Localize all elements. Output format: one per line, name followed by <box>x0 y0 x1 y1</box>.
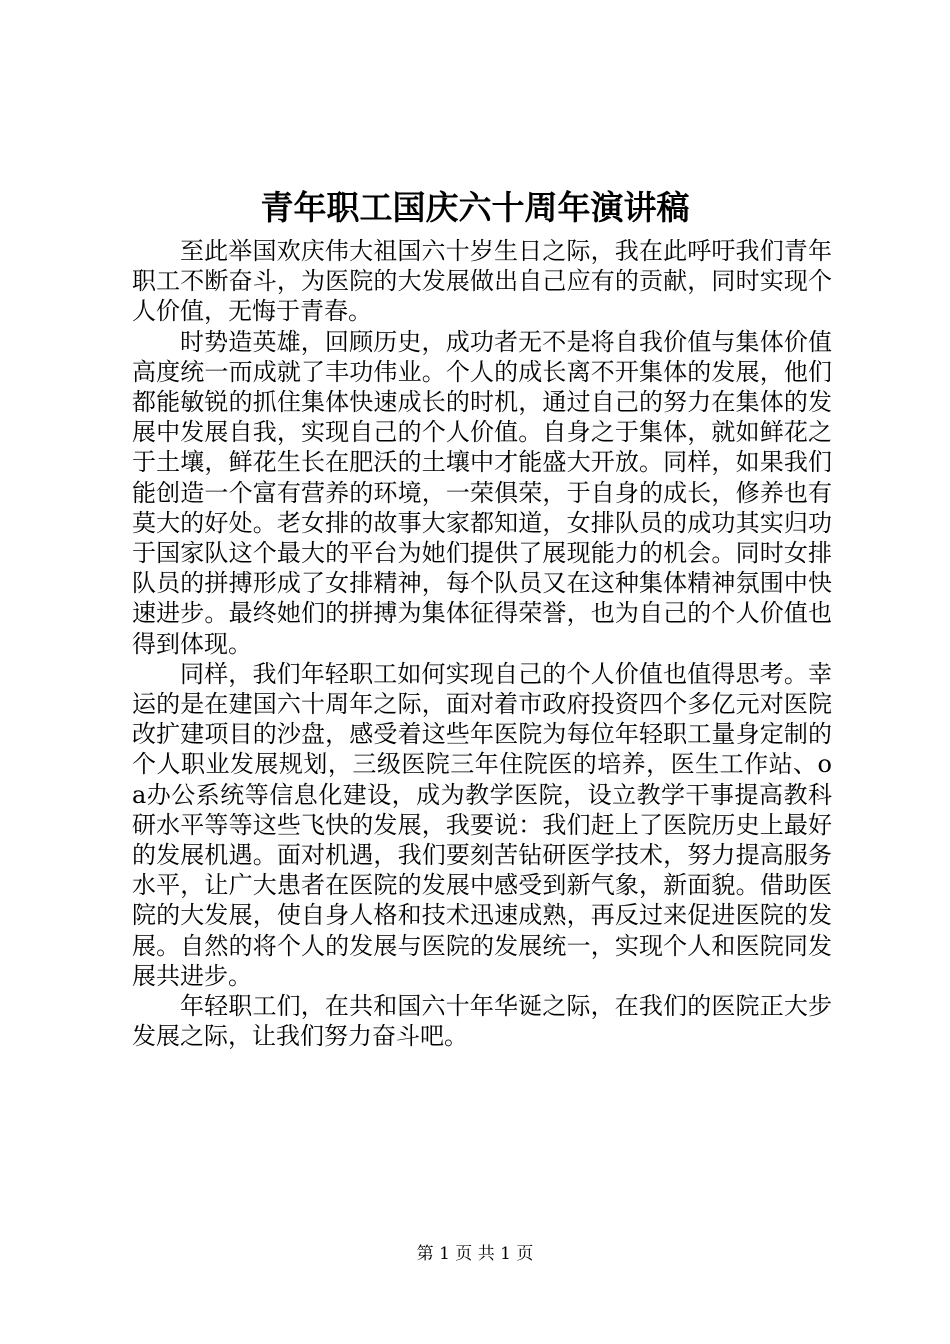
paragraph: 同样，我们年轻职工如何实现自己的个人价值也值得思考。幸运的是在建国六十周年之际，面对着市政府投资四个多亿元对医院改扩建项目的沙盘，感受着这些年医院为每位年轻职工量身定制的个人职业发展规划，三级医院三年住院医的培养，医生工作站、oa办公系统等信息化建设，成为教学医院，设立教学干事提高教科研水平等等这些飞快的发展，我要说：我们赶上了医院历史上最好的发展机遇。面对机遇，我们要刻苦钻研医学技术，努力提高服务水平，让广大患者在医院的发展中感受到新气象，新面貌。借助医院的大发展，使自身人格和技术迅速成熟，再反过来促进医院的发展。自然的将个人的发展与医院的发展统一，实现个人和医院同发展共进步。 <box>132 659 832 990</box>
document-title: 青年职工国庆六十周年演讲稿 <box>260 188 690 227</box>
page-number-footer: 第 1 页 共 1 页 <box>416 1244 534 1264</box>
document-body <box>132 236 832 1051</box>
paragraph: 时势造英雄，回顾历史，成功者无不是将自我价值与集体价值高度统一而成就了丰功伟业。个人的成长离不开集体的发展，他们都能敏锐的抓住集体快速成长的时机，通过自己的努力在集体的发展中发展自我，实现自己的个人价值。自身之于集体，就如鲜花之于土壤，鲜花生长在肥沃的土壤中才能盛大开放。同样，如果我们能创造一个富有营养的环境，一荣俱荣，于自身的成长，修养也有莫大的好处。老女排的故事大家都知道，女排队员的成功其实归功于国家队这个最大的平台为她们提供了展现能力的机会。同时女排队员的拼搏形成了女排精神，每个队员又在这种集体精神氛围中快速进步。最终她们的拼搏为集体征得荣誉，也为自己的个人价值也得到体现。 <box>132 327 832 658</box>
paragraph: 年轻职工们，在共和国六十年华诞之际，在我们的医院正大步发展之际，让我们努力奋斗吧。 <box>132 992 832 1051</box>
paragraph: 至此举国欢庆伟大祖国六十岁生日之际，我在此呼吁我们青年职工不断奋斗，为医院的大发展做出自己应有的贡献，同时实现个人价值，无悔于青春。 <box>132 237 832 326</box>
